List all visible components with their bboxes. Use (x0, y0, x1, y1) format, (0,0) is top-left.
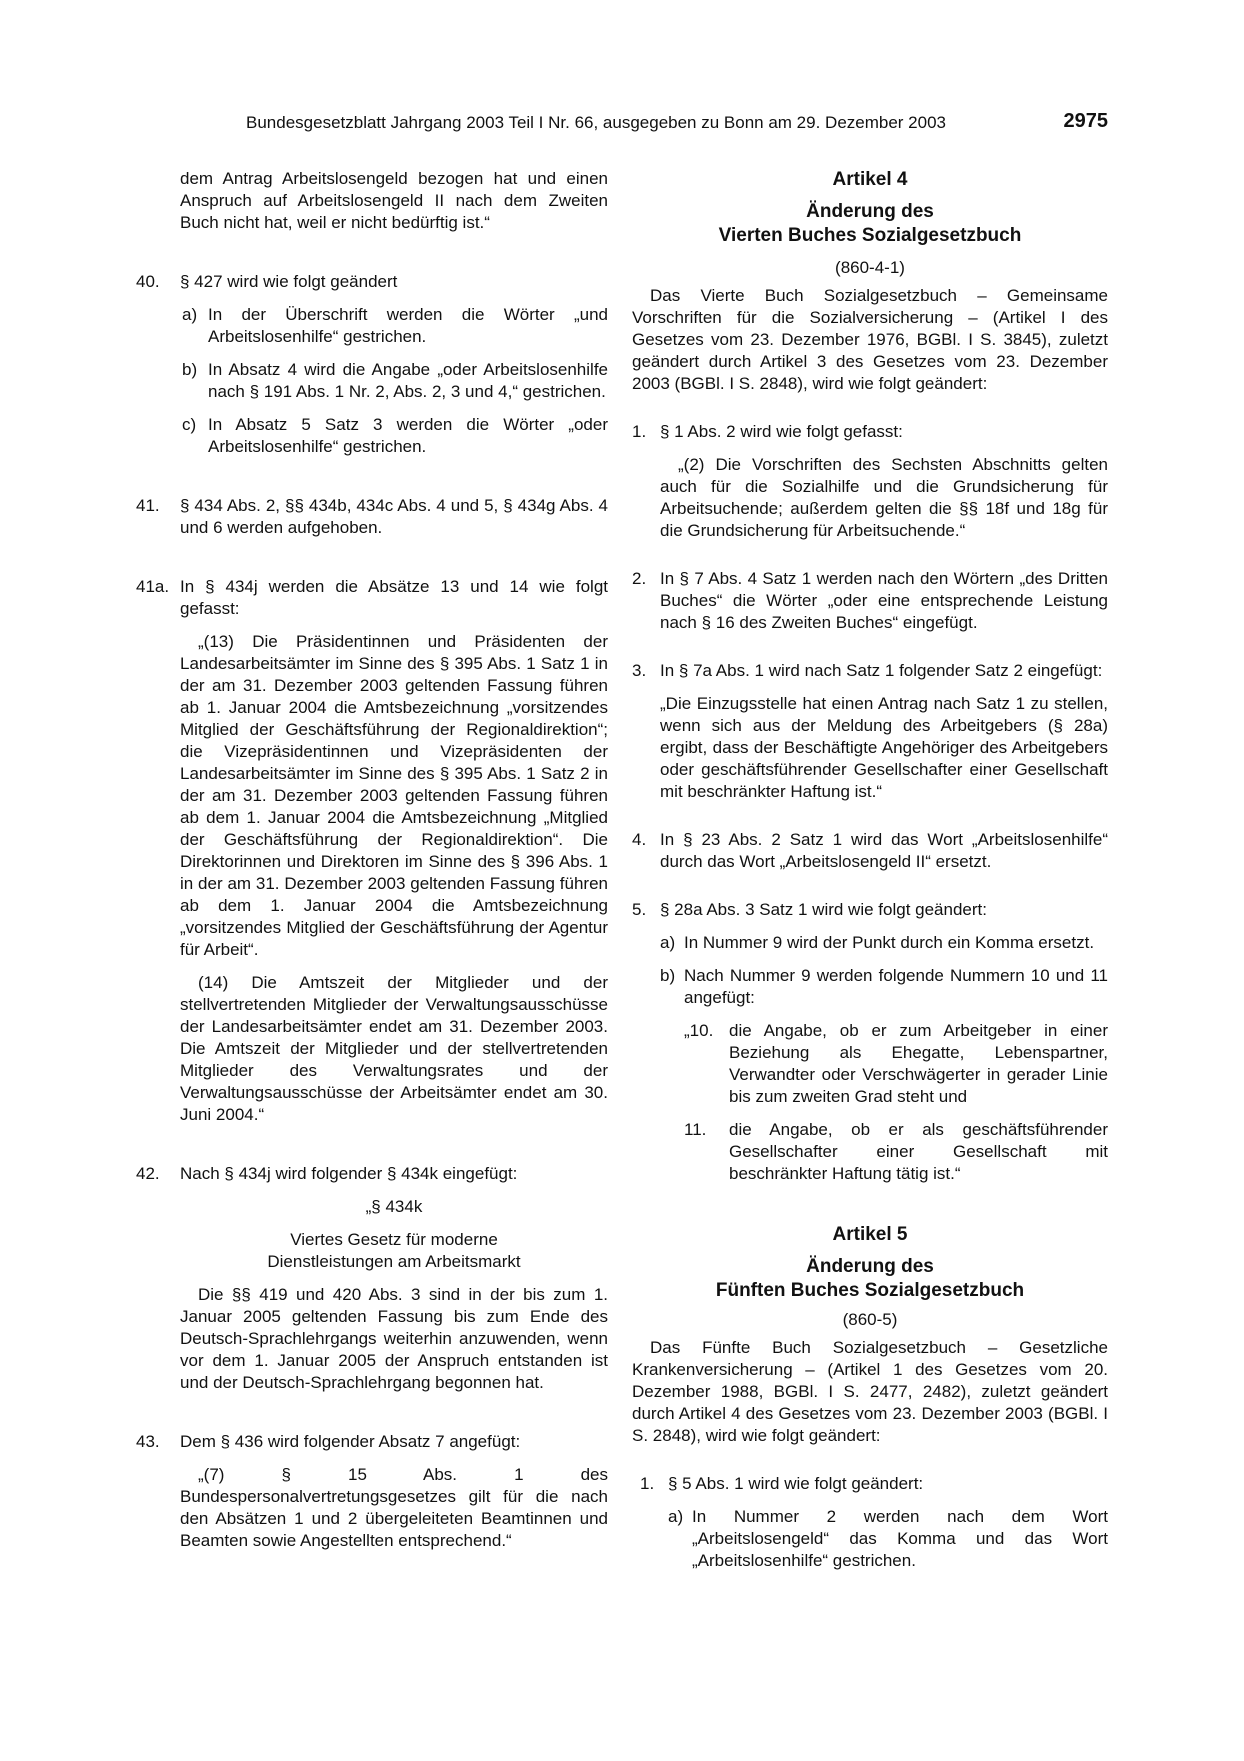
quoted-paragraph-7: „(7) § 15 Abs. 1 des Bundespersonalvertretungsgesetzes gilt für die nach den Absätzen 1 und 2 übergeleiteten Beamtinnen und Beamten sowie Angestellten entsprechend.“ (180, 1465, 608, 1550)
item-number: 2. (632, 569, 647, 588)
article-4-title: Artikel 4 (832, 169, 908, 190)
number-11 (632, 1119, 1108, 1185)
item-text: Nach § 434j wird folgender § 434k eingefügt: (180, 1164, 518, 1183)
quoted-text: „(2) Die Vorschriften des Sechsten Abschnitts gelten auch für die Sozialhilfe und die Grundsicherung für Arbeitsuchende; außerdem gelten die §§ 18f und 18g für die Grundsicherung für Arbeitsuchende.“ (660, 455, 1108, 540)
article-4-item-2 (632, 568, 1108, 634)
quoted-paragraph-13: „(13) Die Präsidentinnen und Präsidenten der Landesarbeitsämter im Sinne des § 395 Abs. 1 Satz 1 in der am 31. Dezember 2003 geltenden Fassung führen ab 1. Januar 2004 die Amtsbezeichnung „vorsitzendes Mitglied der Geschäftsführung der Regionaldirektion“; die Vizepräsidentinnen und Vizepräsidenten der Landesarbeitsämter im Sinne des § 395 Abs. 1 Satz 2 in der am 31. Dezember 2003 geltenden Fassung führen ab dem 1. Januar 2004 die Amtsbezeichnung „Mitglied der Geschäftsführung der Regionaldirektion“. Die Direktorinnen und Direktoren im Sinne des § 396 Abs. 1 in der am 31. Dezember 2003 geltenden Fassung führen ab dem 1. Januar 2004 die Amtsbezeichnung „vorsitzendes Mitglied der Geschäftsführung der Agentur für Arbeit“. (180, 632, 608, 959)
right-column (632, 168, 1108, 1572)
page-number: 2975 (1063, 110, 1108, 132)
item-41a (136, 576, 608, 620)
article-4-intro: Das Vierte Buch Sozialgesetzbuch – Gemeinsame Vorschriften für die Sozialversicherung – (Artikel I des Gesetzes vom 23. Dezember 1976, BGBl. I S. 3845), zuletzt geändert durch Artikel 3 des Gesetzes vom 23. Dezember 2003 (BGBl. I S. 2848), wird wie folgt geändert: (632, 286, 1108, 393)
item-number: 43. (136, 1432, 160, 1451)
paragraph-heading: „§ 434k (365, 1197, 423, 1216)
article-4-item-4 (632, 829, 1108, 873)
item-41 (136, 495, 608, 539)
item-43 (136, 1431, 608, 1453)
subitem-letter: a) (668, 1507, 684, 1526)
subitem-letter: a) (182, 305, 198, 324)
subitem-text: Nach Nummer 9 werden folgende Nummern 10 und 11 angefügt: (684, 966, 1108, 1007)
item-text: In § 434j werden die Absätze 13 und 14 wie folgt gefasst: (180, 577, 608, 618)
article-5-item-1a (632, 1506, 1108, 1572)
article-5-subtitle-1: Änderung des (806, 1256, 934, 1277)
item-text: § 434 Abs. 2, §§ 434b, 434c Abs. 4 und 5, § 434g Abs. 4 und 6 werden aufgehoben. (180, 496, 608, 537)
number-text: die Angabe, ob er zum Arbeitgeber in einer Beziehung als Ehegatte, Lebenspartner, Verwandter oder Verschwägerter in gerader Linie bis zum zweiten Grad steht und (729, 1021, 1108, 1106)
number-10 (632, 1020, 1108, 1108)
article-4-item-5a (632, 932, 1108, 954)
item-42 (136, 1163, 608, 1185)
article-5-subtitle-2: Fünften Buches Sozialgesetzbuch (715, 1280, 1025, 1301)
number-label: „10. (684, 1021, 714, 1040)
item-text: Dem § 436 wird folgender Absatz 7 angefügt: (180, 1432, 521, 1451)
item-number: 5. (632, 900, 647, 919)
paragraph-text: Die §§ 419 und 420 Abs. 3 sind in der bis zum 1. Januar 2005 geltenden Fassung bis zum Ende des Deutsch-Sprachlehrgangs weiterhin anzuwenden, wenn vor dem 1. Januar 2005 der Anspruch entstanden ist und der Deutsch-Sprachlehrgang begonnen hat. (180, 1285, 608, 1392)
item-number: 4. (632, 830, 647, 849)
article-4-code: (860-4-1) (835, 258, 905, 277)
item-text: In § 7 Abs. 4 Satz 1 werden nach den Wörtern „des Dritten Buches“ die Wörter „oder eine entsprechende Leistung nach § 16 des Zweiten Buches“ eingefügt. (660, 569, 1108, 632)
item-number: 1. (632, 422, 647, 441)
article-5-intro: Das Fünfte Buch Sozialgesetzbuch – Gesetzliche Krankenversicherung – (Artikel 1 des Gesetzes vom 20. Dezember 1988, BGBl. I S. 2477, 2482), zuletzt geändert durch Artikel 4 des Gesetzes vom 23. Dezember 2003 (BGBl. I S. 2848), wird wie folgt geändert: (632, 1338, 1108, 1445)
subitem-text: In Absatz 4 wird die Angabe „oder Arbeitslosenhilfe nach § 191 Abs. 1 Nr. 2, Abs. 2, 3 und 4,“ gestrichen. (208, 360, 608, 401)
item-text: § 1 Abs. 2 wird wie folgt gefasst: (660, 422, 903, 441)
article-4-item-3 (632, 660, 1108, 682)
subitem-text: In Nummer 9 wird der Punkt durch ein Komma ersetzt. (684, 933, 1095, 952)
item-number: 41a. (136, 577, 170, 596)
item-40 (136, 271, 608, 293)
subitem-letter: b) (660, 966, 676, 985)
article-5-title: Artikel 5 (832, 1224, 908, 1245)
continued-text: dem Antrag Arbeitslosengeld bezogen hat und einen Anspruch auf Arbeitslosengeld II nach dem Zweiten Buch nicht hat, weil er nicht bedürftig ist.“ (180, 169, 608, 232)
quoted-text: „Die Einzugsstelle hat einen Antrag nach Satz 1 zu stellen, wenn sich aus der Meldung des Arbeitgebers (§ 28a) ergibt, dass der Beschäftigte Angehöriger des Arbeitgebers oder geschäftsführender Gesellschafter einer Gesellschaft mit beschränkter Haftung ist.“ (660, 694, 1108, 801)
header-text: Bundesgesetzblatt Jahrgang 2003 Teil I Nr. 66, ausgegeben zu Bonn am 29. Dezember 2003 (246, 113, 946, 132)
quoted-paragraph-14: (14) Die Amtszeit der Mitglieder und der stellvertretenden Mitglieder der Verwaltungsausschüsse der Landesarbeitsämter endet am 31. Dezember 2003. Die Amtszeit der Mitglieder und der stellvertretenden Mitglieder des Verwaltungsrates und der Verwaltungsausschüsse der Arbeitsämter endet am 30. Juni 2004.“ (180, 973, 608, 1124)
subitem-text: In Absatz 5 Satz 3 werden die Wörter „oder Arbeitslosenhilfe“ gestrichen. (208, 415, 608, 456)
subitem-40b (136, 359, 608, 403)
subitem-text: In Nummer 2 werden nach dem Wort „Arbeitslosengeld“ das Komma und das Wort „Arbeitslosenhilfe“ gestrichen. (692, 1507, 1108, 1570)
article-4-item-1 (632, 421, 1108, 443)
subitem-letter: a) (660, 933, 676, 952)
item-number: 42. (136, 1164, 160, 1183)
subitem-letter: c) (182, 415, 197, 434)
item-text: § 5 Abs. 1 wird wie folgt geändert: (668, 1474, 924, 1493)
number-text: die Angabe, ob er als geschäftsführender Gesellschafter einer Gesellschaft mit beschränkter Haftung tätig ist.“ (729, 1120, 1108, 1183)
article-5-item-1 (632, 1473, 1108, 1495)
paragraph-title-line-2: Dienstleistungen am Arbeitsmarkt (267, 1252, 521, 1271)
article-4-subtitle-1: Änderung des (806, 201, 934, 222)
item-text: In § 7a Abs. 1 wird nach Satz 1 folgender Satz 2 eingefügt: (660, 661, 1103, 680)
item-number: 1. (640, 1474, 655, 1493)
paragraph-title-line-1: Viertes Gesetz für moderne (290, 1230, 498, 1249)
article-4-item-5b (632, 965, 1108, 1009)
item-number: 41. (136, 496, 160, 515)
subitem-letter: b) (182, 360, 198, 379)
subitem-text: In der Überschrift werden die Wörter „und Arbeitslosenhilfe“ gestrichen. (208, 305, 608, 346)
left-column (136, 168, 608, 1552)
article-5-code: (860-5) (842, 1310, 898, 1329)
item-text: In § 23 Abs. 2 Satz 1 wird das Wort „Arbeitslosenhilfe“ durch das Wort „Arbeitslosengeld II“ ersetzt. (660, 830, 1108, 871)
article-4-subtitle-2: Vierten Buches Sozialgesetzbuch (718, 225, 1022, 246)
item-number: 40. (136, 272, 160, 291)
page-header (246, 112, 1108, 138)
article-4-item-5 (632, 899, 1108, 921)
item-text: § 427 wird wie folgt geändert (180, 272, 398, 291)
number-label: 11. (684, 1120, 707, 1139)
subitem-40a (136, 304, 608, 348)
subitem-40c (136, 414, 608, 458)
item-number: 3. (632, 661, 647, 680)
item-text: § 28a Abs. 3 Satz 1 wird wie folgt geändert: (660, 900, 987, 919)
